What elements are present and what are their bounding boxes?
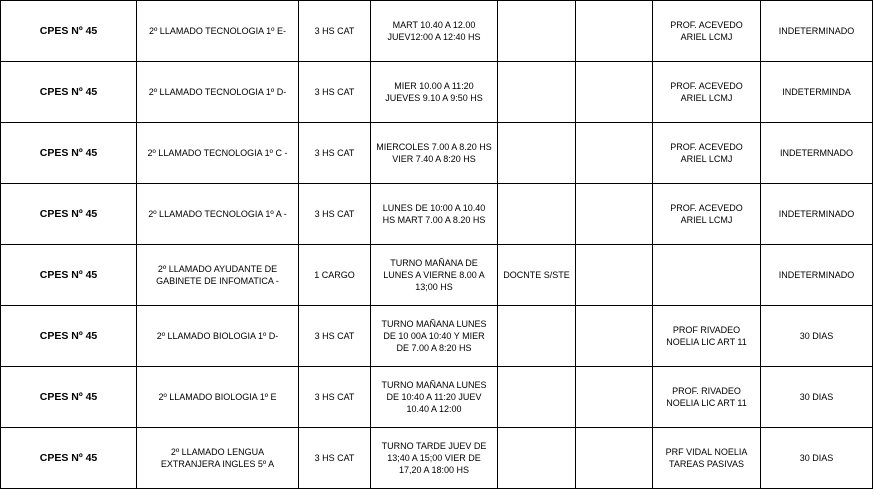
call-cell: 2º LLAMADO BIOLOGIA 1º D- — [137, 306, 299, 367]
term-cell: INDETERMINADO — [761, 1, 873, 62]
school-cell: CPES Nº 45 — [1, 184, 137, 245]
term-cell: INDETERMNADO — [761, 123, 873, 184]
term-cell: 30 DIAS — [761, 428, 873, 489]
extra-cell — [576, 367, 653, 428]
term-cell: INDETERMINADO — [761, 245, 873, 306]
table-row — [1, 123, 873, 184]
teacher-cell: PROF. ACEVEDO ARIEL LCMJ — [653, 184, 761, 245]
observation-cell — [498, 367, 576, 428]
table-row — [1, 428, 873, 489]
hours-cell: 3 HS CAT — [299, 123, 371, 184]
schedule-cell: TURNO TARDE JUEV DE 13;40 A 15;00 VIER DE 17,20 A 18:00 HS — [371, 428, 498, 489]
teacher-cell: PROF. ACEVEDO ARIEL LCMJ — [653, 123, 761, 184]
call-cell: 2º LLAMADO AYUDANTE DE GABINETE DE INFOMATICA - — [137, 245, 299, 306]
call-cell: 2º LLAMADO LENGUA EXTRANJERA INGLES 5º A — [137, 428, 299, 489]
extra-cell — [576, 184, 653, 245]
hours-cell: 3 HS CAT — [299, 428, 371, 489]
extra-cell — [576, 245, 653, 306]
teacher-cell: PROF. ACEVEDO ARIEL LCMJ — [653, 1, 761, 62]
school-cell: CPES Nº 45 — [1, 62, 137, 123]
table-row — [1, 306, 873, 367]
schedule-cell: MART 10.40 A 12.00 JUEV12:00 A 12:40 HS — [371, 1, 498, 62]
hours-cell: 3 HS CAT — [299, 1, 371, 62]
school-cell: CPES Nº 45 — [1, 123, 137, 184]
observation-cell — [498, 62, 576, 123]
observation-cell — [498, 428, 576, 489]
observation-cell — [498, 123, 576, 184]
table-row — [1, 1, 873, 62]
schedule-cell: MIER 10.00 A 11:20 JUEVES 9.10 A 9:50 HS — [371, 62, 498, 123]
term-cell: 30 DIAS — [761, 306, 873, 367]
extra-cell — [576, 1, 653, 62]
school-cell: CPES Nº 45 — [1, 428, 137, 489]
teacher-cell: PRF VIDAL NOELIA TAREAS PASIVAS — [653, 428, 761, 489]
schedule-cell: TURNO MAÑANA LUNES DE 10 00A 10:40 Y MIER DE 7.00 A 8:20 HS — [371, 306, 498, 367]
hours-cell: 3 HS CAT — [299, 62, 371, 123]
call-cell: 2º LLAMADO TECNOLOGIA 1º D- — [137, 62, 299, 123]
call-cell: 2º LLAMADO TECNOLOGIA 1º A - — [137, 184, 299, 245]
school-cell: CPES Nº 45 — [1, 306, 137, 367]
teacher-cell — [653, 245, 761, 306]
term-cell: INDETERMINDA — [761, 62, 873, 123]
term-cell: INDETERMINADO — [761, 184, 873, 245]
extra-cell — [576, 428, 653, 489]
hours-cell: 3 HS CAT — [299, 367, 371, 428]
schedule-cell: TURNO MAÑANA DE LUNES A VIERNE 8.00 A 13;00 HS — [371, 245, 498, 306]
table-row — [1, 62, 873, 123]
call-cell: 2º LLAMADO TECNOLOGIA 1º C - — [137, 123, 299, 184]
term-cell: 30 DIAS — [761, 367, 873, 428]
teacher-cell: PROF. RIVADEO NOELIA LIC ART 11 — [653, 367, 761, 428]
school-cell: CPES Nº 45 — [1, 367, 137, 428]
schedule-cell: MIERCOLES 7.00 A 8.20 HS VIER 7.40 A 8:20 HS — [371, 123, 498, 184]
school-cell: CPES Nº 45 — [1, 245, 137, 306]
extra-cell — [576, 306, 653, 367]
school-cell: CPES Nº 45 — [1, 1, 137, 62]
extra-cell — [576, 62, 653, 123]
table-row — [1, 367, 873, 428]
extra-cell — [576, 123, 653, 184]
call-cell: 2º LLAMADO BIOLOGIA 1º E — [137, 367, 299, 428]
observation-cell — [498, 1, 576, 62]
hours-cell: 3 HS CAT — [299, 184, 371, 245]
table-row — [1, 245, 873, 306]
teacher-cell: PROF. ACEVEDO ARIEL LCMJ — [653, 62, 761, 123]
observation-cell — [498, 184, 576, 245]
observation-cell: DOCNTE S/STE — [498, 245, 576, 306]
teacher-cell: PROF RIVADEO NOELIA LIC ART 11 — [653, 306, 761, 367]
hours-cell: 1 CARGO — [299, 245, 371, 306]
schedule-cell: LUNES DE 10:00 A 10.40 HS MART 7.00 A 8.20 HS — [371, 184, 498, 245]
table-row — [1, 184, 873, 245]
schedule-cell: TURNO MAÑANA LUNES DE 10:40 A 11:20 JUEV 10.40 A 12:00 — [371, 367, 498, 428]
observation-cell — [498, 306, 576, 367]
call-cell: 2º LLAMADO TECNOLOGIA 1º E- — [137, 1, 299, 62]
hours-cell: 3 HS CAT — [299, 306, 371, 367]
